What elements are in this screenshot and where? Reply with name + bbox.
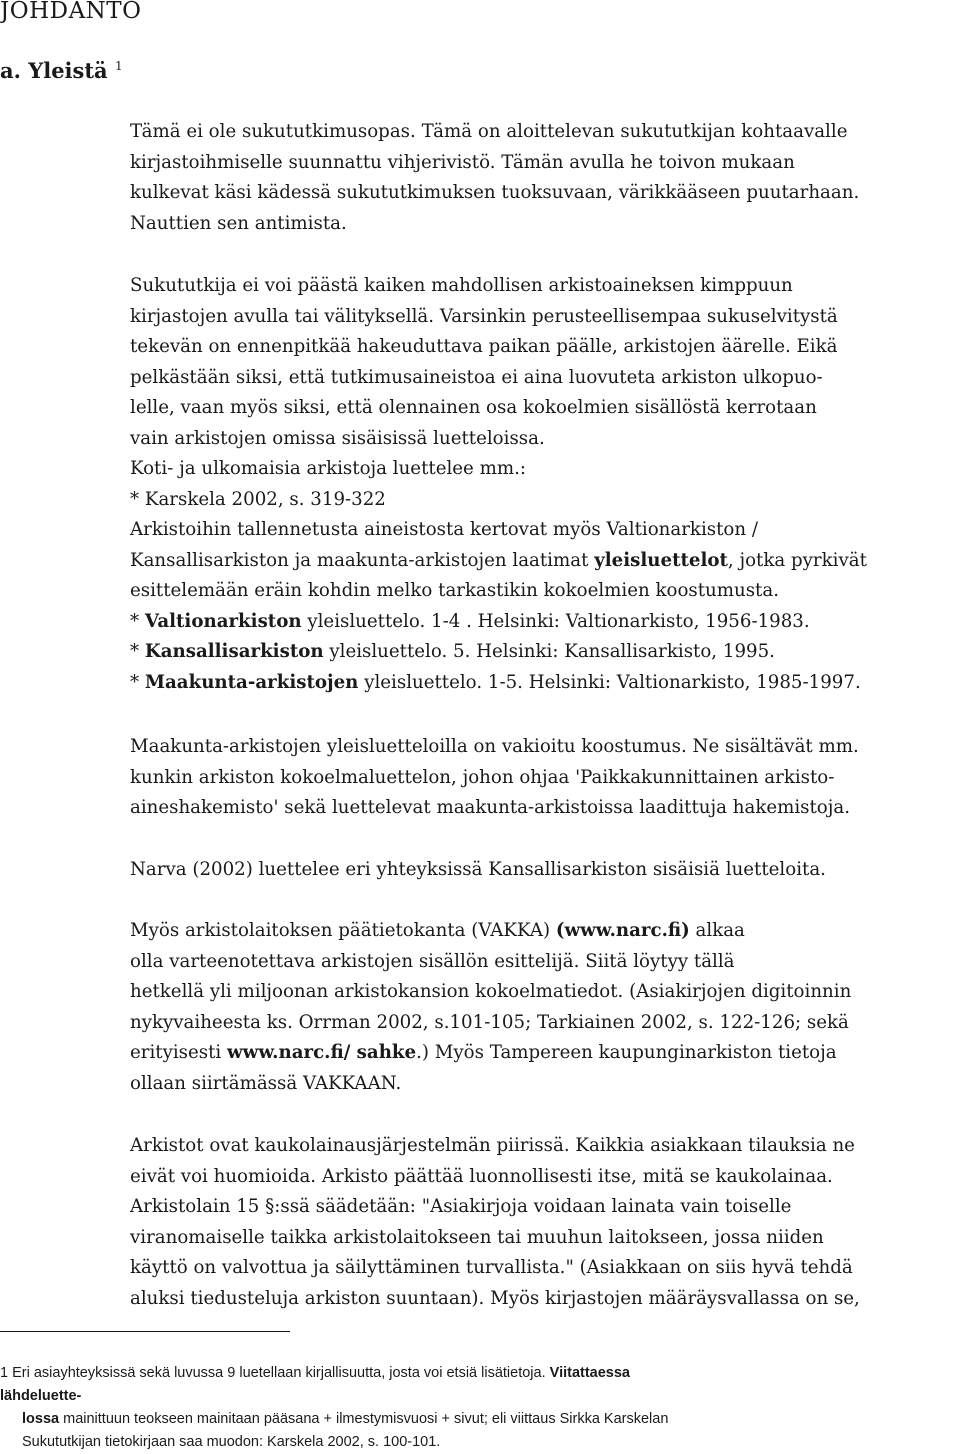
bold-text: Valtionarkiston [144,610,302,632]
section-title: a. Yleistä [0,58,108,83]
text-run: Kansallisarkiston ja maakunta-arkistojen laatimat [130,549,595,571]
section-heading [0,58,123,83]
text-line: lelle, vaan myös siksi, että olennainen osa kokoelmien sisällöstä kerrotaan [130,397,817,418]
text-line: kirjastojen avulla tai välityksellä. Varsinkin perusteellisempaa sukuselvitystä [130,305,838,327]
text-line: Koti- ja ulkomaisia arkistoja luettelee mm.: [130,458,526,479]
footnote-line [0,1385,960,1408]
footnote-divider [0,1331,290,1332]
text-line: tekevän on ennenpitkää hakeuduttava paikan päälle, arkistojen äärelle. Eikä [130,336,838,357]
text-line: Tämä ei ole sukututkimusopas. Tämä on aloittelevan sukututkijan kohtaavalle [130,121,848,142]
text-line [130,607,958,638]
text-line: nykyvaiheesta ks. Orrman 2002, s.101-105; Tarkiainen 2002, s. 122-126; sekä [130,1011,849,1033]
text-line: ollaan siirtämässä VAKKAAN. [130,1072,402,1094]
text-line: Nauttien sen antimista. [130,212,347,234]
footnote-text: 1 Eri asiayhteyksissä sekä luvussa 9 luetellaan kirjallisuutta, josta voi etsiä lisätietoja. [0,1365,550,1381]
page-heading: JOHDANTO [0,0,142,24]
text-line: kirjastoihmiselle suunnattu vihjerivistö. Tämän avulla he toivon mukaan [130,151,795,173]
text-line: * Karskela 2002, s. 319-322 [130,488,386,510]
paragraph-intro [130,117,958,239]
text-line [130,546,958,577]
text-line: käyttö on valvottua ja säilyttäminen turvallista." (Asiakkaan on siis hyvä tehdä [130,1257,853,1278]
text-line: Arkistolain 15 §:ssä säädetään: "Asiakirjoja voidaan lainata vain toiselle [130,1196,792,1217]
footnote-line [0,1362,960,1385]
paragraph-interlibrary-loan [130,1131,958,1314]
footnote-bold-text: Viitattaessa [549,1365,630,1381]
text-line: kunkin arkiston kokoelmaluettelon, johon ohjaa 'Paikkakunnittainen arkisto- [130,766,835,788]
footnote-text: Sukututkijan tietokirjaan saa muodon: Karskela 2002, s. 100-101. [22,1434,441,1450]
text-line: aluksi tiedusteluja arkiston suuntaan). Myös kirjastojen määräysvallassa on se, [130,1287,860,1309]
text-run: * [130,671,145,693]
text-line [130,916,958,947]
text-run: * [130,641,145,662]
text-line: pelkästään siksi, että tutkimusaineistoa ei aina luovuteta arkiston ulkopuo- [130,366,823,388]
footnote [0,1362,960,1454]
text-line: kulkevat käsi kädessä sukututkimuksen tuoksuvaan, värikkääseen puutarhaan. [130,182,860,203]
footnote-text: mainittuun teokseen mainitaan pääsana + ilmestymisvuosi + sivut; eli viittaus Sirkka Karskelan [59,1411,669,1427]
text-line: Arkistoihin tallennetusta aineistosta kertovat myös Valtionarkiston / [130,519,758,540]
text-line: olla varteenotettava arkistojen sisällön esittelijä. Siitä löytyy tällä [130,950,735,972]
footnote-bold-text: lähdeluette- [0,1388,82,1404]
paragraph-archives [130,271,958,698]
text-run: alkaa [689,920,745,941]
text-line: esittelemään eräin kohdin melko tarkastikin kokoelmien koostumusta. [130,580,779,601]
text-line: vain arkistojen omissa sisäisissä luetteloissa. [130,427,545,449]
bold-text: Maakunta-arkistojen [144,671,359,693]
text-run: * [130,610,145,632]
paragraph-narva [130,855,958,886]
footnote-line [0,1431,960,1454]
footnote-reference: 1 [114,59,123,73]
text-line [130,1038,958,1069]
text-line [130,668,958,699]
text-run: yleisluettelo. 1-5. Helsinki: Valtionarkisto, 1985-1997. [358,671,861,693]
footnote-line [0,1408,960,1431]
paragraph-vakka [130,916,958,1099]
footnote-bold-text: lossa [22,1411,60,1427]
text-run: .) Myös Tampereen kaupunginarkiston tietoja [416,1042,837,1063]
bold-text: (www.narc.fi) [555,920,690,941]
text-line: aineshakemisto' sekä luettelevat maakunta-arkistoissa laadittuja hakemistoja. [130,797,851,818]
text-line: eivät voi huomioida. Arkisto päättää luonnollisesti itse, mitä se kaukolainaa. [130,1165,833,1187]
text-run: yleisluettelo. 1-4 . Helsinki: Valtionarkisto, 1956-1983. [301,610,810,632]
text-line: viranomaiselle taikka arkistolaitokseen tai muuhun laitokseen, jossa niiden [130,1226,824,1248]
text-line: Narva (2002) luettelee eri yhteyksissä Kansallisarkiston sisäisiä luetteloita. [130,859,826,880]
bold-text: www.narc.fi/ sahke [227,1042,417,1063]
text-line [130,637,958,668]
text-run: erityisesti [130,1042,228,1063]
paragraph-regional-archives [130,732,958,824]
bold-text: Kansallisarkiston [144,641,324,662]
bold-text: yleisluettelot [594,549,728,571]
text-line: hetkellä yli miljoonan arkistokansion kokoelmatiedot. (Asiakirjojen digitoinnin [130,981,852,1002]
text-line: Sukututkija ei voi päästä kaiken mahdollisen arkistoaineksen kimppuun [130,275,793,296]
text-line: Maakunta-arkistojen yleisluetteloilla on vakioitu koostumus. Ne sisältävät mm. [130,736,859,757]
text-run: yleisluettelo. 5. Helsinki: Kansallisarkisto, 1995. [323,641,775,662]
text-run: Myös arkistolaitoksen päätietokanta (VAKKA) [130,920,556,941]
text-run: , jotka pyrkivät [727,549,867,571]
text-line: Arkistot ovat kaukolainausjärjestelmän piirissä. Kaikkia asiakkaan tilauksia ne [130,1135,855,1156]
